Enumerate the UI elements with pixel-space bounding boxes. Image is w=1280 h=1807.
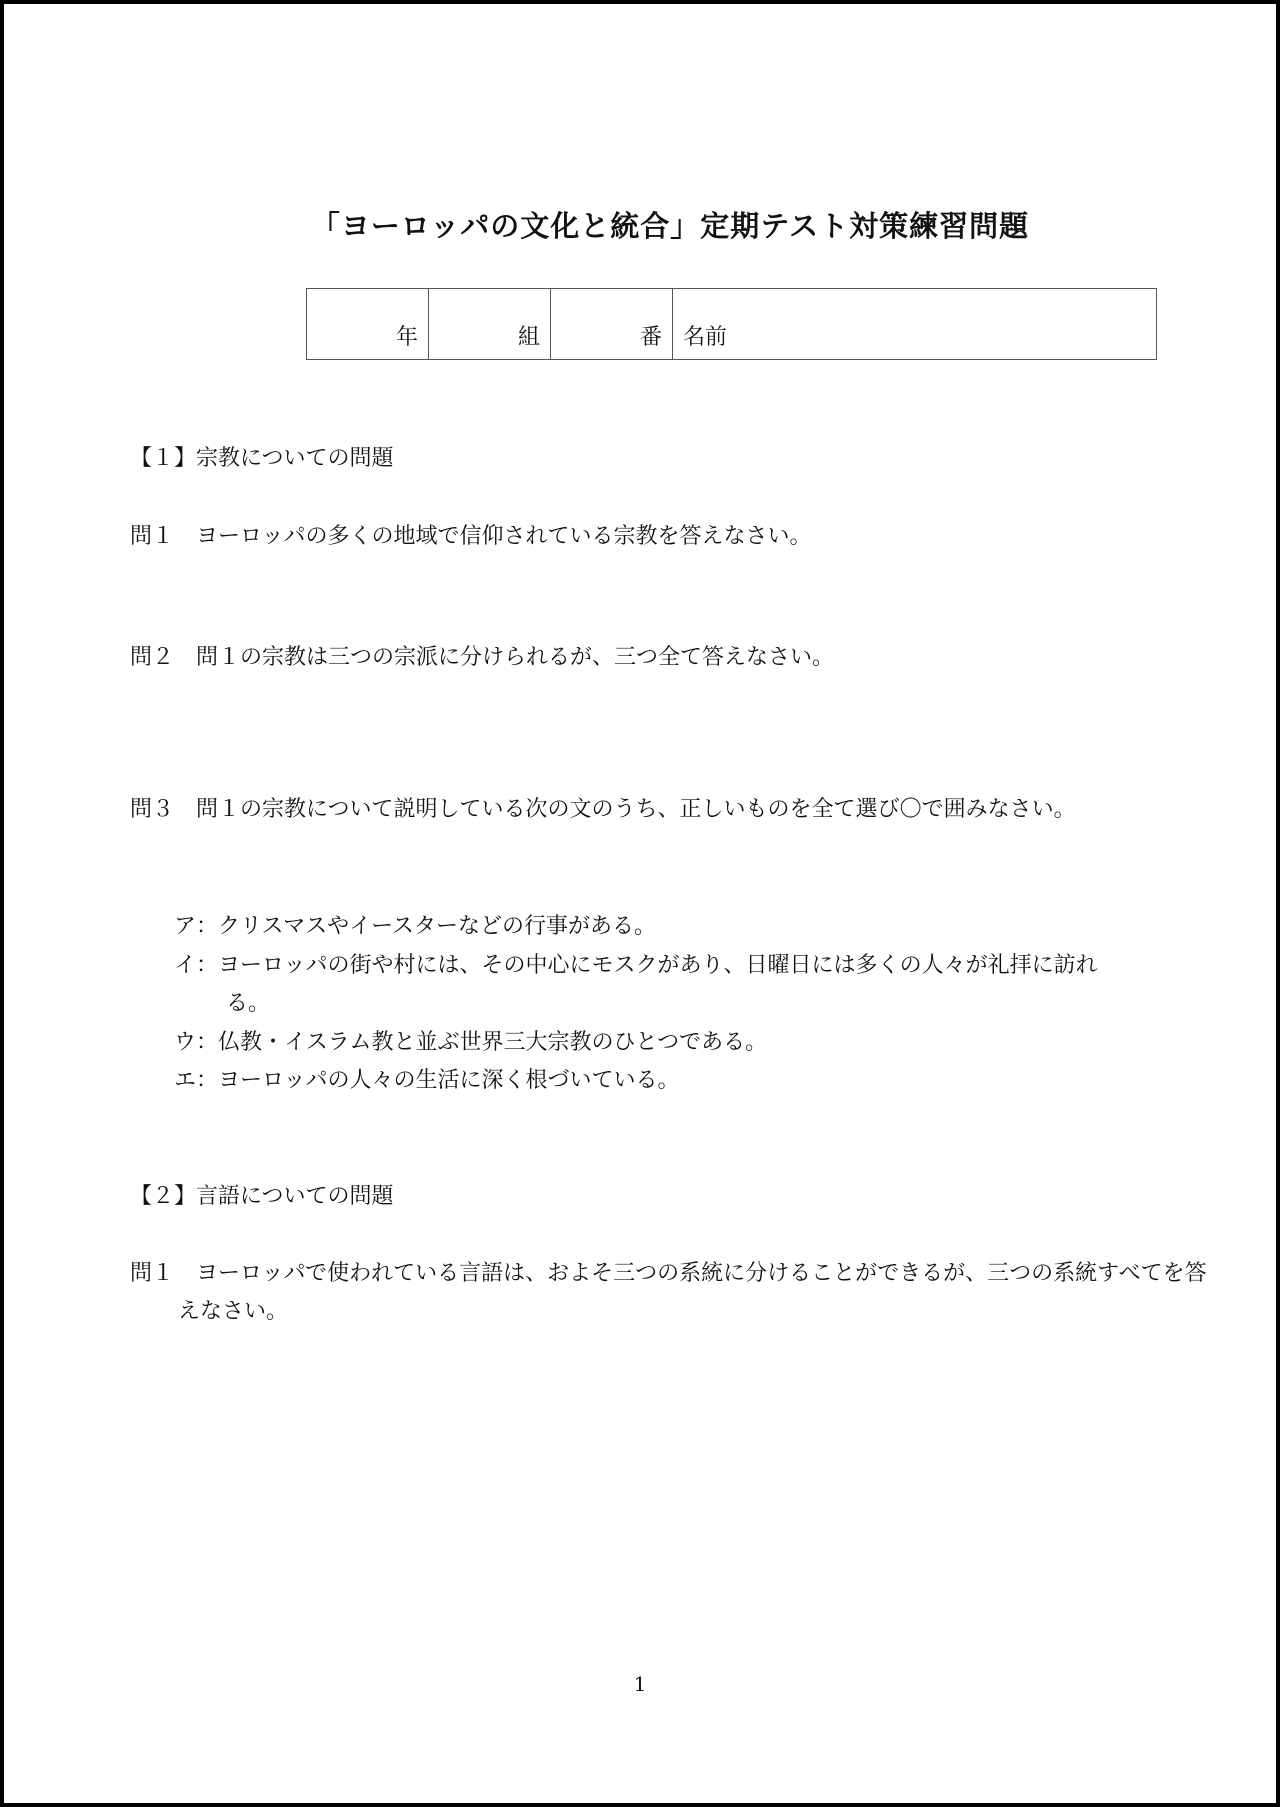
section2-question-1: 問１ ヨーロッパで使われている言語は、およそ三つの系統に分けることができるが、三つの系統すべてを答えなさい。 <box>130 1261 1207 1324</box>
name-field: 名前 <box>673 289 1157 360</box>
section1-question-2: 問２ 問１の宗教は三つの宗派に分けられるが、三つ全て答えなさい。 <box>130 645 835 670</box>
section2-heading: 【２】言語についての問題 <box>130 1184 394 1209</box>
choice-a: ア：クリスマスやイースターなどの行事がある。 <box>174 914 657 939</box>
year-field: 年 <box>307 289 429 360</box>
section1-heading: 【１】宗教についての問題 <box>130 446 394 471</box>
section1-question-3: 問３ 問１の宗教について説明している次の文のうち、正しいものを全て選び〇で囲みなさい。 <box>130 797 1076 822</box>
choice-u: ウ：仏教・イスラム教と並ぶ世界三大宗教のひとつである。 <box>174 1029 768 1055</box>
choice-e: エ：ヨーロッパの人々の生活に深く根づいている。 <box>174 1068 680 1093</box>
student-info-table <box>306 288 1157 360</box>
section1-question-1: 問１ ヨーロッパの多くの地域で信仰されている宗教を答えなさい。 <box>130 524 812 549</box>
class-field: 組 <box>429 289 551 360</box>
choice-i: イ：ヨーロッパの街や村には、その中心にモスクがあり、日曜日には多くの人々が礼拝に訪れる。 <box>174 952 1098 1016</box>
worksheet-title: 「ヨーロッパの文化と統合」定期テスト対策練習問題 <box>310 209 1030 243</box>
page-number: 1 <box>633 1672 647 1696</box>
answer-choices <box>174 908 1134 1101</box>
number-field: 番 <box>551 289 673 360</box>
